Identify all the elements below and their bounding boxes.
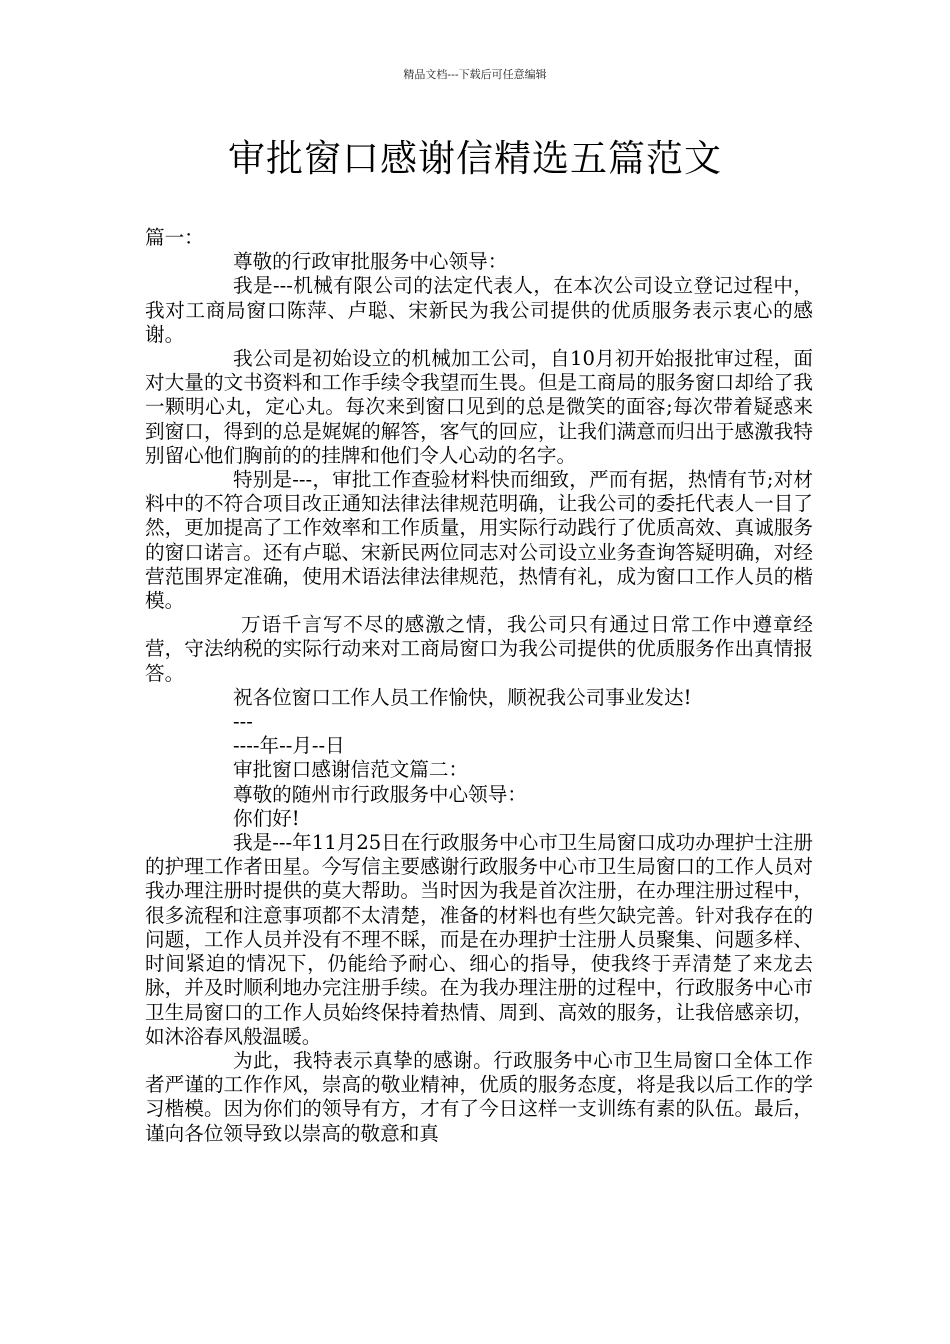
- greeting: 你们好!: [233, 806, 300, 830]
- salutation: 尊敬的随州市行政服务中心领导：: [233, 782, 527, 806]
- date-line: ----年--月--日: [233, 734, 345, 758]
- header-note: 精品文档---下载后可任意编辑: [403, 68, 547, 81]
- body-paragraph: 特别是---，审批工作查验材料快而细致，严而有据，热情有节;对材料中的不符合项目改正通知法律法律规范明确，让我公司的委托代表人一目了然，更加提高了工作效率和工作质量，用实际行动践行了优质高效、真诚服务的窗口诺言。还有卢聪、宋新民两位同志对公司设立业务查询答疑明确，对经营范围界定准确，使用术语法律法律规范，热情有礼，成为窗口工作人员的楷模。: [145, 468, 813, 613]
- salutation: 尊敬的行政审批服务中心领导：: [233, 250, 508, 274]
- body-paragraph: 我是---机械有限公司的法定代表人，在本次公司设立登记过程中，我对工商局窗口陈萍、卢聪、宋新民为我公司提供的优质服务表示衷心的感谢。: [145, 274, 813, 346]
- body-paragraph: 我是---年11月25日在行政服务中心市卫生局窗口成功办理护士注册的护理工作者田星。今写信主要感谢行政服务中心市卫生局窗口的工作人员对我办理注册时提供的莫大帮助。当时因为我是首次注册，在办理注册过程中，很多流程和注意事项都不太清楚，准备的材料也有些欠缺完善。针对我存在的问题，工作人员并没有不理不睬，而是在办理护士注册人员聚集、问题多样、时间紧迫的情况下，仍能给予耐心、细心的指导，使我终于弄清楚了来龙去脉，并及时顺利地办完注册手续。在为我办理注册的过程中，行政服务中心市卫生局窗口的工作人员始终保持着热情、周到、高效的服务，让我倍感亲切，如沐浴春风般温暖。: [145, 831, 813, 1048]
- body-paragraph: 为此，我特表示真挚的感谢。行政服务中心市卫生局窗口全体工作者严谨的工作作风，崇高的敬业精神，优质的服务态度，将是我以后工作的学习楷模。因为你们的领导有方，才有了今日这样一支训练有素的队伍。最后，谨向各位领导致以崇高的敬意和真: [145, 1048, 813, 1145]
- document-body: [145, 226, 813, 1146]
- closing-wish: 祝各位窗口工作人员工作愉快，顺祝我公司事业发达!: [233, 685, 692, 709]
- body-paragraph: 我公司是初始设立的机械加工公司，自10月初开始报批审过程，面对大量的文书资料和工作手续令我望而生畏。但是工商局的服务窗口却给了我一颗明心丸，定心丸。每次来到窗口见到的总是微笑的面容;每次带着疑惑来到窗口，得到的总是娓娓的解答，客气的回应，让我们满意而归出于感激我特别留心他们胸前的的挂牌和他们令人心动的名字。: [145, 347, 813, 467]
- body-paragraph: 万语千言写不尽的感激之情，我公司只有通过日常工作中遵章经营，守法纳税的实际行动来对工商局窗口为我公司提供的优质服务作出真情报答。: [145, 613, 813, 685]
- section-label: 篇一：: [145, 226, 204, 249]
- document-title: 审批窗口感谢信精选五篇范文: [228, 137, 722, 180]
- signature: ---: [233, 710, 253, 734]
- section-label: 审批窗口感谢信范文篇二：: [233, 758, 469, 782]
